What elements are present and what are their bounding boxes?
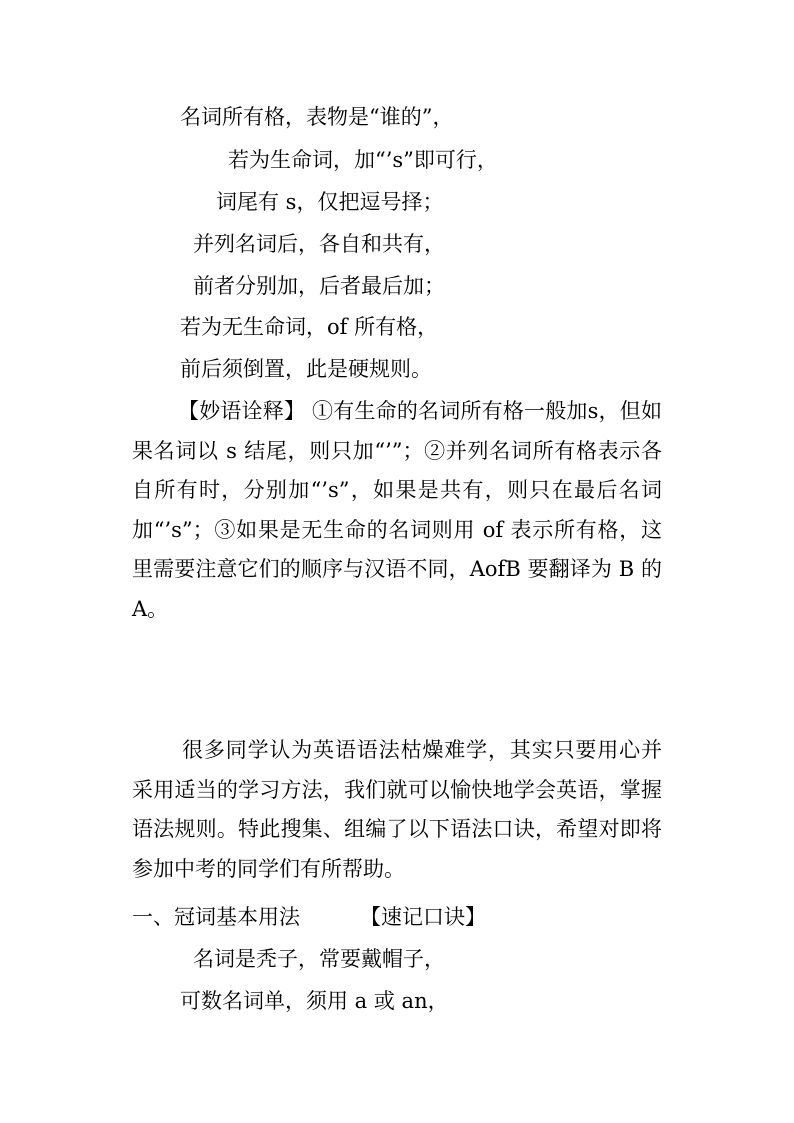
poem2-line-2: 可数名词单，须用 a 或 an， <box>180 989 449 1013</box>
section-title: 一、冠词基本用法 <box>132 905 300 929</box>
poem-line-5: 前者分别加，后者最后加； <box>193 274 445 298</box>
poem-line-1: 名词所有格，表物是“谁的”， <box>180 105 454 129</box>
poem-line-6: 若为无生命词，of 所有格， <box>180 315 439 339</box>
poem-line-2: 若为生命词，加“’s”即可行， <box>228 148 498 172</box>
section-tag: 【速记口诀】 <box>360 905 486 929</box>
poem-line-4: 并列名词后，各自和共有， <box>193 232 445 256</box>
section-heading <box>132 904 486 930</box>
poem-line-7: 前后须倒置，此是硬规则。 <box>180 357 432 381</box>
poem2-line-1: 名词是秃子，常要戴帽子， <box>193 947 445 971</box>
poem-line-3: 词尾有 s，仅把逗号择； <box>216 190 444 214</box>
explanation-paragraph: 【妙语诠释】 ①有生命的名词所有格一般加s，但如果名词以 s 结尾，则只加“’”；②并列名词所有格表示各自所有时，分别加“’s”，如果是共有，则只在最后名词加“’s”；③如果是无生命的名词则用 of 表示所有格，这里需要注意它们的顺序与汉语不同，AofB 要翻译为 B 的 A。 <box>132 399 662 621</box>
intro-paragraph: 很多同学认为英语语法枯燥难学，其实只要用心并采用适当的学习方法，我们就可以愉快地学会英语，掌握语法规则。特此搜集、组编了以下语法口诀，希望对即将参加中考的同学们有所帮助。 <box>132 738 662 881</box>
